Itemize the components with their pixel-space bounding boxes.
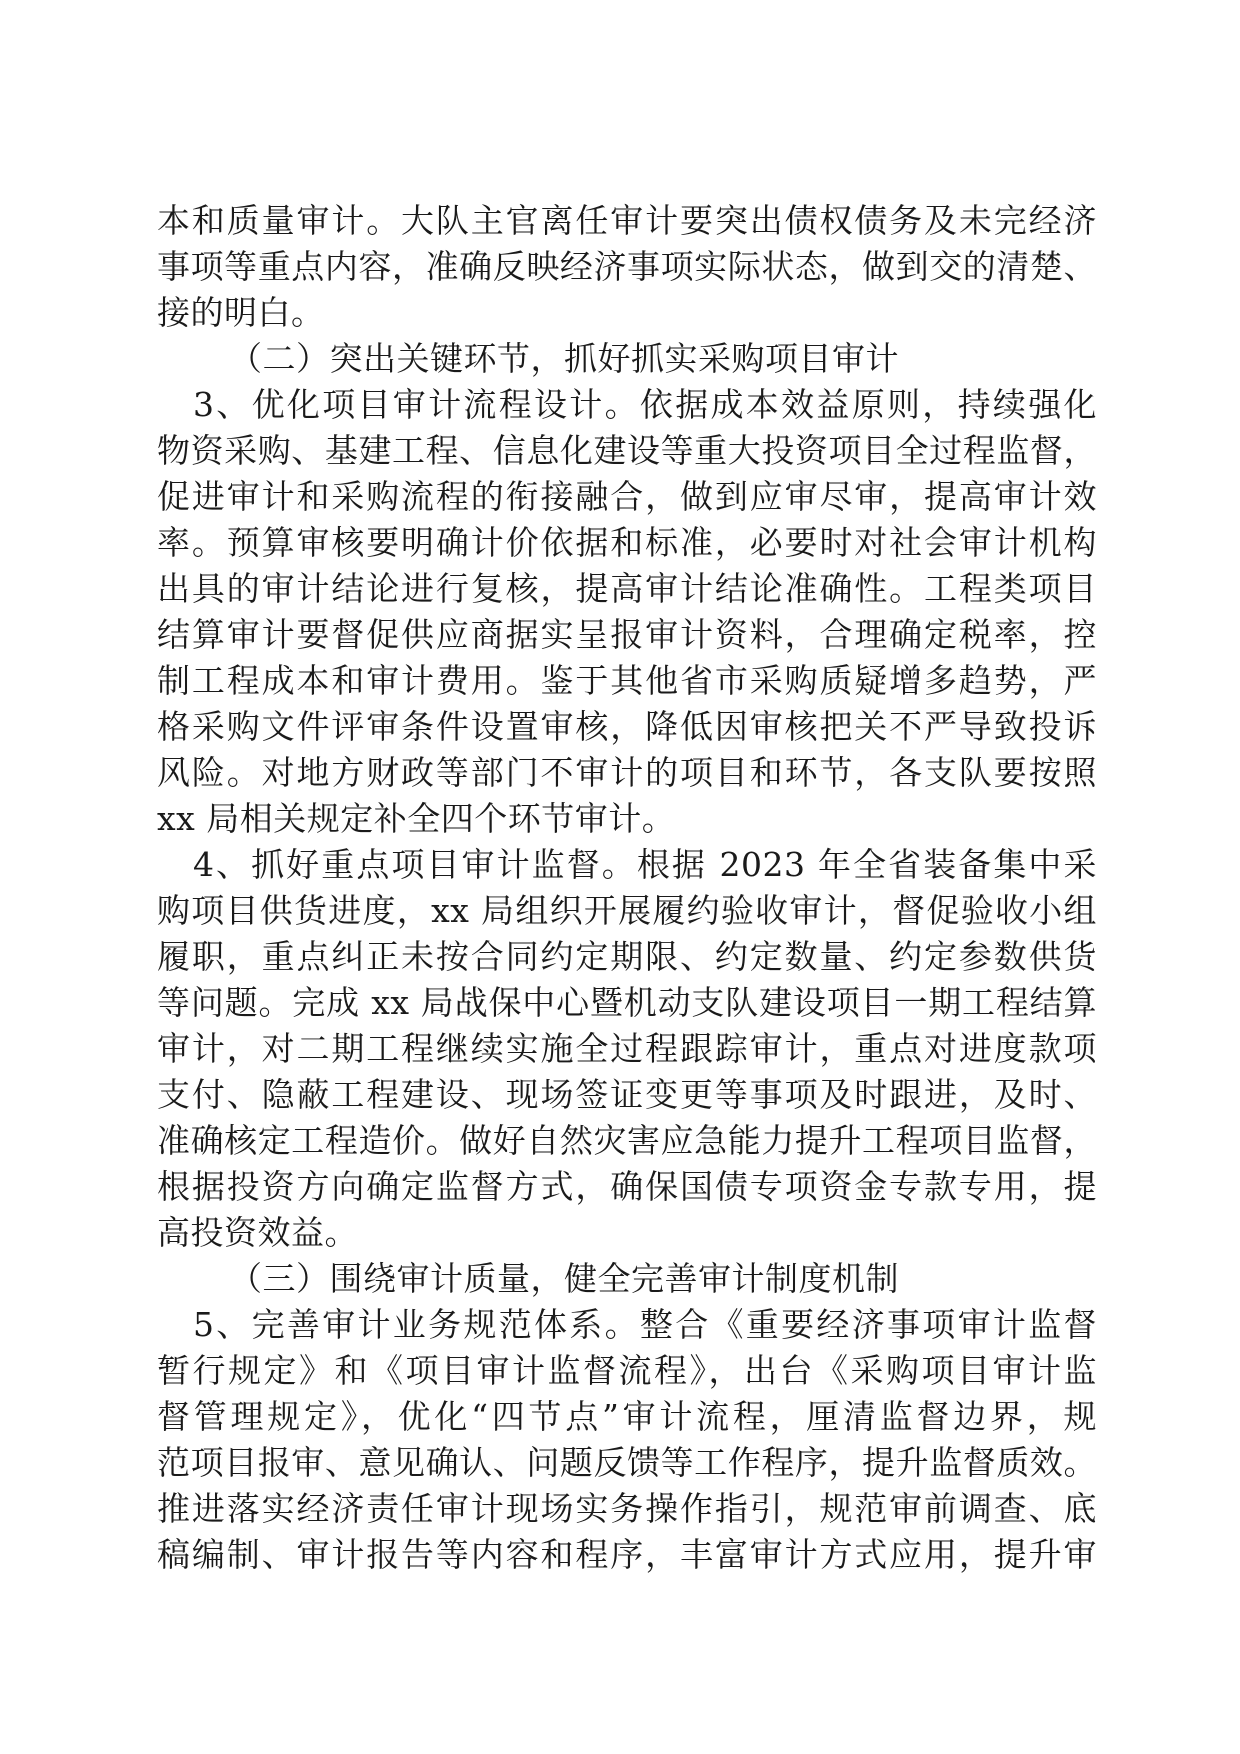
body-line: 稿编制、审计报告等内容和程序，丰富审计方式应用，提升审 [157, 1535, 1097, 1574]
body-line: 促进审计和采购流程的衔接融合，做到应审尽审，提高审计效 [157, 477, 1097, 516]
body-line: 暂行规定》和《项目审计监督流程》，出台《采购项目审计监 [157, 1351, 1097, 1390]
body-line: xx 局相关规定补全四个环节审计。 [157, 799, 676, 838]
body-line: 等问题。完成 xx 局战保中心暨机动支队建设项目一期工程结算 [157, 983, 1097, 1022]
body-line: 履职，重点纠正未按合同约定期限、约定数量、约定参数供货 [157, 937, 1097, 976]
body-line: 本和质量审计。大队主官离任审计要突出债权债务及未完经济 [157, 201, 1097, 240]
body-line: 范项目报审、意见确认、问题反馈等工作程序，提升监督质效。 [157, 1443, 1097, 1482]
paragraph-3-start: 3、优化项目审计流程设计。依据成本效益原则，持续强化 [193, 385, 1097, 424]
body-line: 接的明白。 [157, 293, 325, 332]
body-line: 审计，对二期工程继续实施全过程跟踪审计，重点对进度款项 [157, 1029, 1097, 1068]
body-line: 制工程成本和审计费用。鉴于其他省市采购质疑增多趋势，严 [157, 661, 1097, 700]
body-line: 率。预算审核要明确计价依据和标准，必要时对社会审计机构 [157, 523, 1097, 562]
section-heading-3: （三）围绕审计质量，健全完善审计制度机制 [229, 1259, 899, 1298]
body-line: 出具的审计结论进行复核，提高审计结论准确性。工程类项目 [157, 569, 1097, 608]
body-line: 根据投资方向确定监督方式，确保国债专项资金专款专用，提 [157, 1167, 1097, 1206]
paragraph-4-start: 4、抓好重点项目审计监督。根据 2023 年全省装备集中采 [193, 845, 1097, 884]
body-line: 结算审计要督促供应商据实呈报审计资料，合理确定税率，控 [157, 615, 1097, 654]
body-line: 购项目供货进度，xx 局组织开展履约验收审计，督促验收小组 [157, 891, 1097, 930]
body-line: 支付、隐蔽工程建设、现场签证变更等事项及时跟进，及时、 [157, 1075, 1097, 1114]
section-heading-2: （二）突出关键环节，抓好抓实采购项目审计 [229, 339, 899, 378]
body-line: 物资采购、基建工程、信息化建设等重大投资项目全过程监督， [157, 431, 1097, 470]
body-line: 高投资效益。 [157, 1213, 358, 1252]
body-line: 格采购文件评审条件设置审核，降低因审核把关不严导致投诉 [157, 707, 1097, 746]
document-page [157, 198, 1097, 1578]
body-line: 督管理规定》，优化“四节点”审计流程，厘清监督边界，规 [157, 1397, 1097, 1436]
paragraph-5-start: 5、完善审计业务规范体系。整合《重要经济事项审计监督 [193, 1305, 1097, 1344]
body-line: 风险。对地方财政等部门不审计的项目和环节，各支队要按照 [157, 753, 1097, 792]
body-line: 事项等重点内容，准确反映经济事项实际状态，做到交的清楚、 [157, 247, 1097, 286]
body-line: 推进落实经济责任审计现场实务操作指引，规范审前调查、底 [157, 1489, 1097, 1528]
body-line: 准确核定工程造价。做好自然灾害应急能力提升工程项目监督， [157, 1121, 1097, 1160]
